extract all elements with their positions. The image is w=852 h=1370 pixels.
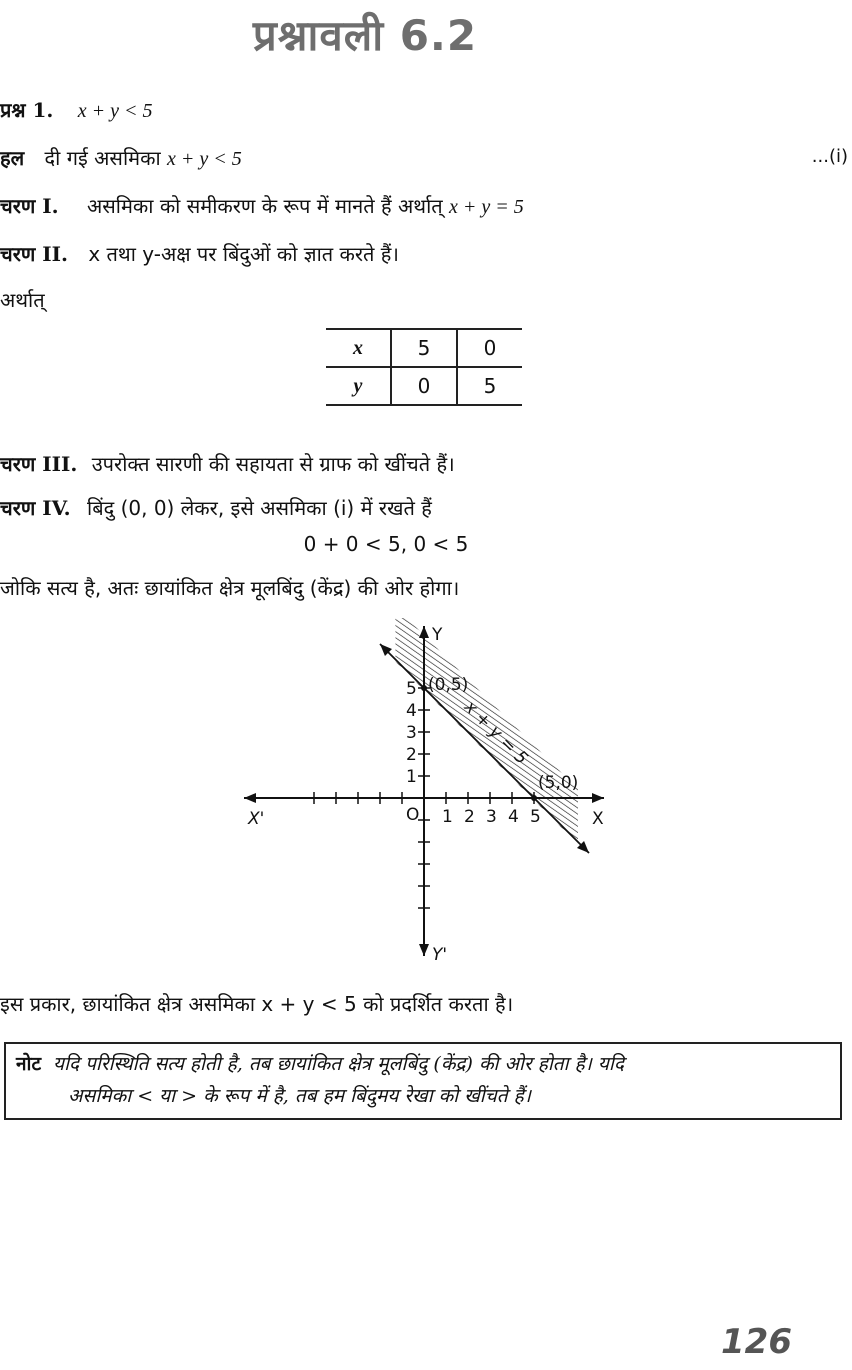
page-number: 126 [721, 1322, 792, 1362]
step-4 [0, 494, 432, 521]
solution-line [0, 144, 242, 171]
step-text: x तथा y-अक्ष पर बिंदुओं को ज्ञात करते हैं। [88, 242, 399, 266]
y-tick-label: 3 [406, 723, 417, 743]
x-tick-label: 3 [486, 807, 497, 827]
x-tick-label: 4 [508, 807, 519, 827]
question-1 [0, 96, 152, 123]
x-tick-label: 5 [530, 807, 541, 827]
y-tick-label: 2 [406, 745, 417, 765]
solution-expression: x + y < 5 [166, 148, 242, 170]
line-label: x + y = 5 [460, 697, 532, 769]
step-text: असमिका को समीकरण के रूप में मानते हैं अर्थात् [86, 194, 443, 218]
point-label: (5,0) [538, 773, 579, 793]
table-row [326, 329, 522, 367]
x-axis-arrow [592, 793, 604, 803]
table-cell: 0 [457, 329, 522, 367]
plotted-point [421, 685, 427, 691]
step-label: चरण IV. [0, 496, 71, 520]
x-neg-axis-label: X' [248, 809, 265, 829]
table-row [326, 367, 522, 405]
table-cell: 0 [391, 367, 457, 405]
x-axis-label: X [592, 809, 604, 829]
step-3 [0, 450, 455, 477]
step-label: चरण I. [0, 194, 59, 218]
origin-label: O [406, 805, 420, 825]
step-label: चरण II. [0, 242, 68, 266]
question-expression: x + y < 5 [77, 100, 153, 122]
table-cell: 5 [457, 367, 522, 405]
final-statement: इस प्रकार, छायांकित क्षेत्र असमिका x + y < 5 को प्रदर्शित करता है। [0, 992, 514, 1016]
y-axis-arrow-neg [419, 944, 429, 956]
note-box [4, 1042, 842, 1120]
point-label: (0,5) [428, 675, 469, 695]
note-line-2: असमिका < या > के रूप में है, तब हम बिंदुमय रेखा को खींचते हैं। [68, 1085, 531, 1107]
equation-reference: ...(i) [811, 146, 848, 167]
table-cell: 5 [391, 329, 457, 367]
inequality-graph [236, 618, 616, 966]
x-tick-label: 1 [442, 807, 453, 827]
step-1 [0, 192, 524, 219]
y-axis-label: Y [432, 625, 443, 645]
step-expression: x + y = 5 [449, 196, 524, 218]
table-head-x: x [326, 329, 391, 367]
conclusion: जोकि सत्य है, अतः छायांकित क्षेत्र मूलबिंदु (केंद्र) की ओर होगा। [0, 576, 460, 600]
question-label: प्रश्न 1. [0, 98, 54, 122]
note-line-1: यदि परिस्थिति सत्य होती है, तब छायांकित क्षेत्र मूलबिंदु (केंद्र) की ओर होता है। यदि [53, 1053, 624, 1075]
step-text: बिंदु (0, 0) लेकर, इसे असमिका (i) में रखते हैं [87, 496, 432, 520]
arthat-text: अर्थात् [0, 288, 45, 312]
solution-label: हल [0, 146, 25, 170]
table-head-y: y [353, 374, 363, 397]
points-table [326, 328, 522, 406]
page-title: प्रश्नावली 6.2 [252, 11, 478, 60]
step-text: उपरोक्त सारणी की सहायता से ग्राफ को खींचते हैं। [91, 452, 455, 476]
y-tick-label: 4 [406, 701, 417, 721]
y-tick-label: 1 [406, 767, 417, 787]
y-neg-axis-label: Y' [432, 945, 448, 965]
substitution: 0 + 0 < 5, 0 < 5 [303, 532, 469, 556]
y-tick-label: 5 [406, 679, 417, 699]
solution-text: दी गई असमिका [44, 146, 161, 170]
note-label: नोट [16, 1053, 42, 1075]
plotted-point [531, 795, 537, 801]
x-tick-label: 2 [464, 807, 475, 827]
x-axis-arrow-neg [244, 793, 256, 803]
step-2 [0, 240, 399, 267]
step-label: चरण III. [0, 452, 78, 476]
